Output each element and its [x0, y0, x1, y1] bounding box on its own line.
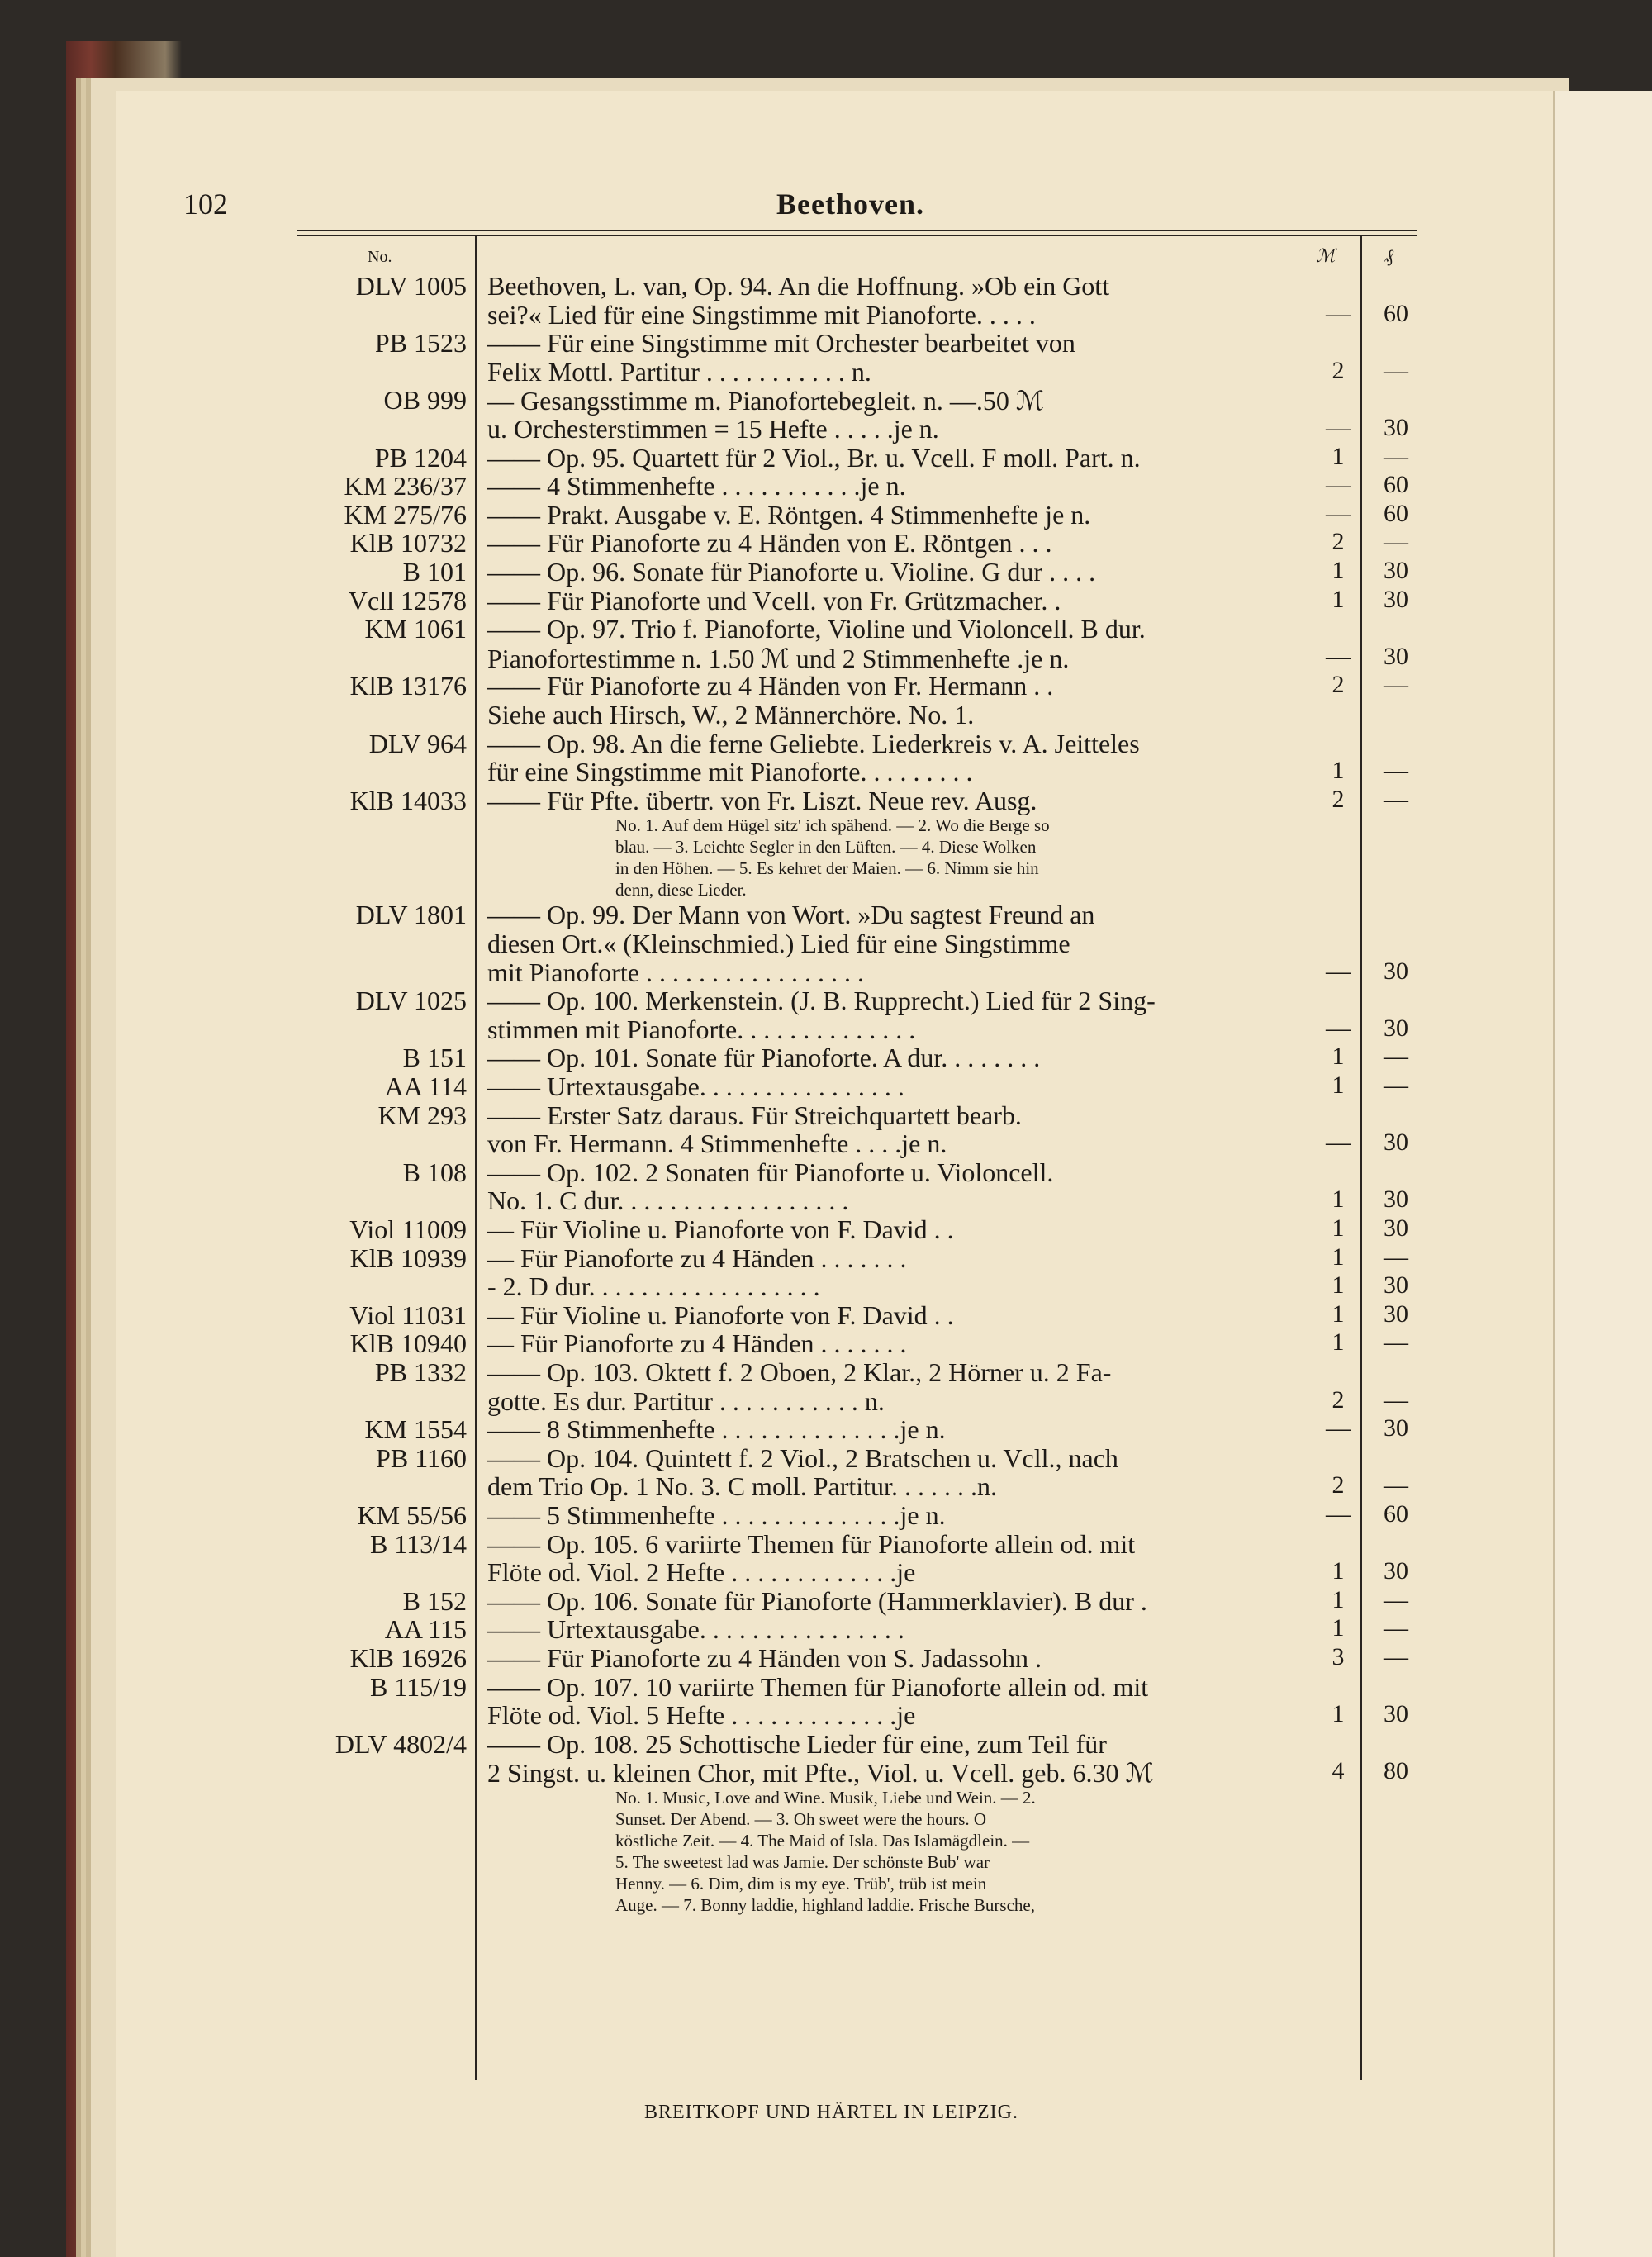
entry-description: —— Op. 103. Oktett f. 2 Oboen, 2 Klar., 2 Hörner u. 2 Fa- [487, 1357, 1112, 1387]
catalog-number: B 152 [402, 1585, 467, 1616]
entry-description: —— Op. 102. 2 Sonaten für Pianoforte u. Violoncell. [487, 1157, 1054, 1187]
price-pfennig: 80 [1384, 1757, 1408, 1785]
price-mark: 1 [1332, 442, 1345, 470]
entry-description: — Für Violine u. Pianoforte von F. David . . [487, 1214, 954, 1244]
price-mark: 1 [1332, 1271, 1345, 1300]
entry-description: —— Erster Satz daraus. Für Streichquartett bearb. [487, 1100, 1022, 1130]
entry-description: diesen Ort.« (Kleinschmied.) Lied für eine Singstimme [487, 929, 1070, 958]
price-pfennig: — [1384, 356, 1408, 384]
price-pfennig: 30 [1384, 1557, 1408, 1585]
contents-note: in den Höhen. — 5. Es kehret der Maien. — 6. Nimm sie hin [615, 858, 1039, 879]
price-mark: 1 [1332, 1585, 1345, 1613]
price-mark: — [1326, 1500, 1351, 1528]
catalog-number: B 108 [402, 1157, 467, 1187]
entry-description: —— Für Pianoforte zu 4 Händen von S. Jadassohn . [487, 1643, 1042, 1673]
price-pfennig: 30 [1384, 414, 1408, 441]
entry-description: —— Urtextausgabe. . . . . . . . . . . . . . . . [487, 1071, 904, 1101]
price-mark: 1 [1332, 1043, 1345, 1071]
price-pfennig: 30 [1384, 1271, 1408, 1300]
price-mark: 2 [1332, 785, 1345, 813]
price-mark: — [1326, 499, 1351, 527]
facing-page-edge [1553, 91, 1652, 2257]
entry-description: gotte. Es dur. Partitur . . . . . . . . . . . n. [487, 1385, 885, 1416]
entry-description: u. Orchesterstimmen = 15 Hefte . . . . .je n. [487, 414, 939, 444]
catalog-number: B 115/19 [369, 1671, 467, 1702]
price-pfennig: 30 [1384, 642, 1408, 670]
price-pfennig: 30 [1384, 1700, 1408, 1728]
catalog-number: DLV 1005 [355, 271, 467, 301]
entry-description: stimmen mit Pianoforte. . . . . . . . . . . . . . [487, 1014, 916, 1044]
header-rule-bottom [297, 235, 1417, 236]
catalog-number: KM 275/76 [344, 499, 467, 530]
catalog-number: AA 114 [384, 1071, 467, 1101]
entry-description: —— Op. 105. 6 variirte Themen für Pianoforte allein od. mit [487, 1528, 1136, 1559]
entry-description: Beethoven, L. van, Op. 94. An die Hoffnung. »Ob ein Gott [487, 271, 1110, 301]
price-pfennig: — [1384, 785, 1408, 813]
entry-description: —— Prakt. Ausgabe v. E. Röntgen. 4 Stimmenhefte je n. [487, 499, 1091, 530]
price-pfennig: 30 [1384, 1014, 1408, 1042]
price-mark: 1 [1332, 1300, 1345, 1328]
entry-description: Flöte od. Viol. 2 Hefte . . . . . . . . . . . . .je [487, 1557, 916, 1588]
catalog-number: B 101 [402, 557, 467, 587]
catalog-number: DLV 4802/4 [335, 1728, 467, 1759]
catalog-number: KM 55/56 [357, 1500, 467, 1530]
price-mark: — [1326, 1128, 1351, 1157]
entry-description: —— Op. 104. Quintett f. 2 Viol., 2 Bratschen u. Vcll., nach [487, 1442, 1118, 1473]
price-mark: 2 [1332, 528, 1345, 556]
entry-description: —— Für Pianoforte zu 4 Händen von E. Röntgen . . . [487, 528, 1052, 558]
entry-description: — Für Violine u. Pianoforte von F. David . . [487, 1300, 954, 1330]
catalog-number: KM 1554 [364, 1414, 467, 1445]
entry-description: —— Für Pfte. übertr. von Fr. Liszt. Neue rev. Ausg. [487, 785, 1037, 815]
publisher-footer: BREITKOPF UND HÄRTEL IN LEIPZIG. [644, 2102, 1018, 2123]
catalog-number: KM 236/37 [344, 471, 467, 501]
catalog-number: KlB 10940 [349, 1328, 467, 1359]
catalog-number: KlB 10732 [349, 528, 467, 558]
contents-note: Henny. — 6. Dim, dim is my eye. Trüb', trüb ist mein [615, 1874, 987, 1894]
entry-description: sei?« Lied für eine Singstimme mit Pianoforte. . . . . [487, 299, 1036, 330]
catalog-number: DLV 964 [368, 728, 467, 758]
catalog-number: Viol 11031 [349, 1300, 467, 1330]
entry-description: Flöte od. Viol. 5 Hefte . . . . . . . . . . . . .je [487, 1700, 916, 1731]
catalog-number: KlB 13176 [349, 671, 467, 701]
entry-description: —— Op. 98. An die ferne Geliebte. Liederkreis v. A. Jeitteles [487, 728, 1140, 758]
price-mark: 1 [1332, 1214, 1345, 1242]
entry-description: —— Für Pianoforte und Vcell. von Fr. Grützmacher. . [487, 585, 1061, 615]
entry-description: —— Op. 107. 10 variirte Themen für Pianoforte allein od. mit [487, 1671, 1149, 1702]
entry-description: von Fr. Hermann. 4 Stimmenhefte . . . .je n. [487, 1128, 947, 1159]
price-mark: — [1326, 471, 1351, 499]
price-pfennig: — [1384, 1614, 1408, 1642]
catalog-number: PB 1204 [374, 442, 467, 473]
price-mark: — [1326, 414, 1351, 441]
price-mark: — [1326, 642, 1351, 670]
contents-note: 5. The sweetest lad was Jamie. Der schönste Bub' war [615, 1852, 990, 1872]
column-header-pfennig: ₰ [1384, 245, 1393, 266]
page-number: 102 [183, 188, 228, 221]
price-pfennig: — [1384, 1585, 1408, 1613]
price-pfennig: — [1384, 1071, 1408, 1099]
price-mark: 1 [1332, 557, 1345, 584]
column-header-mark: ℳ [1316, 245, 1336, 266]
price-mark: 4 [1332, 1757, 1345, 1785]
entry-description: — Gesangsstimme m. Pianofortebegleit. n. —.50 ℳ [487, 386, 1045, 416]
price-pfennig: 60 [1384, 471, 1408, 499]
entry-description: —— Op. 106. Sonate für Pianoforte (Hammerklavier). B dur . [487, 1585, 1147, 1616]
entry-description: — Für Pianoforte zu 4 Händen . . . . . . . [487, 1243, 907, 1273]
entry-description: —— 5 Stimmenhefte . . . . . . . . . . . . . .je n. [487, 1500, 946, 1530]
price-pfennig: 60 [1384, 299, 1408, 327]
entry-description: — Für Pianoforte zu 4 Händen . . . . . . . [487, 1328, 907, 1359]
price-pfennig: 30 [1384, 1300, 1408, 1328]
catalog-number: KlB 14033 [349, 785, 467, 815]
contents-note: Auge. — 7. Bonny laddie, highland laddie. Frische Bursche, [615, 1895, 1035, 1915]
catalog-number: B 151 [402, 1043, 467, 1073]
contents-note: denn, diese Lieder. [615, 880, 747, 900]
catalog-number: KM 293 [377, 1100, 467, 1130]
catalog-number: OB 999 [383, 385, 467, 416]
price-pfennig: 30 [1384, 1186, 1408, 1214]
catalog-number: Vcll 12578 [348, 585, 467, 615]
catalog-number: PB 1160 [376, 1442, 467, 1473]
price-pfennig: — [1384, 1328, 1408, 1357]
contents-note: No. 1. Music, Love and Wine. Musik, Liebe und Wein. — 2. [615, 1788, 1036, 1808]
price-mark: 2 [1332, 671, 1345, 699]
price-mark: — [1326, 1014, 1351, 1042]
price-mark: 3 [1332, 1643, 1345, 1670]
price-mark: 2 [1332, 1471, 1345, 1499]
entry-description: Felix Mottl. Partitur . . . . . . . . . . . n. [487, 356, 871, 387]
price-pfennig: — [1384, 757, 1408, 785]
price-mark: 2 [1332, 1385, 1345, 1414]
price-mark: — [1326, 1414, 1351, 1442]
entry-description: —— Für Pianoforte zu 4 Händen von Fr. Hermann . . [487, 671, 1054, 701]
entry-description: No. 1. C dur. . . . . . . . . . . . . . . . . . [487, 1186, 849, 1216]
entry-description: Pianofortestimme n. 1.50 ℳ und 2 Stimmenhefte .je n. [487, 643, 1070, 673]
price-pfennig: — [1384, 528, 1408, 556]
contents-note: blau. — 3. Leichte Segler in den Lüften. — 4. Diese Wolken [615, 837, 1037, 858]
price-mark: 1 [1332, 1186, 1345, 1214]
entry-description: mit Pianoforte . . . . . . . . . . . . . . . . . [487, 957, 864, 987]
catalog-number: DLV 1025 [355, 986, 467, 1016]
entry-description: für eine Singstimme mit Pianoforte. . . . . . . . . [487, 757, 973, 787]
catalog-number: AA 115 [384, 1614, 467, 1645]
price-mark: — [1326, 957, 1351, 985]
price-mark: 1 [1332, 1614, 1345, 1642]
price-pfennig: 60 [1384, 1500, 1408, 1528]
entry-description: —— Op. 96. Sonate für Pianoforte u. Violine. G dur . . . . [487, 557, 1096, 587]
price-pfennig: 30 [1384, 1128, 1408, 1157]
price-pfennig: — [1384, 1643, 1408, 1670]
catalog-number: B 113/14 [369, 1528, 467, 1559]
price-mark: — [1326, 299, 1351, 327]
catalog-number: KlB 10939 [349, 1243, 467, 1273]
contents-note: No. 1. Auf dem Hügel sitz' ich spähend. — 2. Wo die Berge so [615, 815, 1050, 836]
price-mark: 1 [1332, 585, 1345, 613]
price-mark: 1 [1332, 1243, 1345, 1271]
column-divider-number [475, 236, 477, 2080]
price-mark: 1 [1332, 1071, 1345, 1099]
entry-description: —— Op. 95. Quartett für 2 Viol., Br. u. Vcell. F moll. Part. n. [487, 442, 1141, 473]
entry-description: —— Op. 100. Merkenstein. (J. B. Rupprecht.) Lied für 2 Sing- [487, 986, 1156, 1016]
contents-note: köstliche Zeit. — 4. The Maid of Isla. Das Islamägdlein. — [615, 1831, 1030, 1851]
running-head: Beethoven. [776, 188, 924, 221]
entry-description: —— Op. 101. Sonate für Pianoforte. A dur. . . . . . . . [487, 1043, 1041, 1073]
entry-description: —— 8 Stimmenhefte . . . . . . . . . . . . . .je n. [487, 1414, 946, 1445]
catalog-number: KM 1061 [364, 614, 467, 644]
price-mark: 2 [1332, 356, 1345, 384]
price-pfennig: 30 [1384, 585, 1408, 613]
entry-description: —— 4 Stimmenhefte . . . . . . . . . . .je n. [487, 471, 906, 501]
catalog-number: PB 1332 [374, 1357, 467, 1387]
entry-description: 2 Singst. u. kleinen Chor, mit Pfte., Viol. u. Vcell. geb. 6.30 ℳ [487, 1758, 1154, 1789]
price-pfennig: — [1384, 1471, 1408, 1499]
price-pfennig: 60 [1384, 499, 1408, 527]
price-pfennig: 30 [1384, 557, 1408, 584]
price-mark: 1 [1332, 1557, 1345, 1585]
entry-description: —— Op. 99. Der Mann von Wort. »Du sagtest Freund an [487, 900, 1095, 930]
catalog-number: DLV 1801 [355, 900, 467, 930]
entry-description: —— Op. 108. 25 Schottische Lieder für eine, zum Teil für [487, 1728, 1107, 1759]
price-pfennig: — [1384, 1385, 1408, 1414]
price-mark: 1 [1332, 1328, 1345, 1357]
price-mark: 1 [1332, 1700, 1345, 1728]
catalog-number: Viol 11009 [349, 1214, 467, 1244]
entry-description: Siehe auch Hirsch, W., 2 Männerchöre. No. 1. [487, 700, 975, 729]
column-header-number: No. [368, 248, 392, 266]
entry-description: —— Op. 97. Trio f. Pianoforte, Violine und Violoncell. B dur. [487, 614, 1146, 644]
price-pfennig: 30 [1384, 1414, 1408, 1442]
catalog-number: KlB 16926 [349, 1643, 467, 1673]
entry-description: —— Für eine Singstimme mit Orchester bearbeitet von [487, 328, 1075, 359]
price-pfennig: 30 [1384, 1214, 1408, 1242]
price-mark: 1 [1332, 757, 1345, 785]
entry-description: dem Trio Op. 1 No. 3. C moll. Partitur. . . . . . .n. [487, 1471, 997, 1502]
header-rule-top [297, 230, 1417, 231]
contents-note: Sunset. Der Abend. — 3. Oh sweet were the hours. O [615, 1809, 987, 1829]
entry-description: - 2. D dur. . . . . . . . . . . . . . . . . . [487, 1271, 820, 1302]
catalog-number: PB 1523 [374, 328, 467, 359]
entry-description: —— Urtextausgabe. . . . . . . . . . . . . . . . [487, 1614, 904, 1645]
price-pfennig: — [1384, 1043, 1408, 1071]
price-pfennig: 30 [1384, 957, 1408, 985]
price-pfennig: — [1384, 671, 1408, 699]
price-pfennig: — [1384, 442, 1408, 470]
price-pfennig: — [1384, 1243, 1408, 1271]
